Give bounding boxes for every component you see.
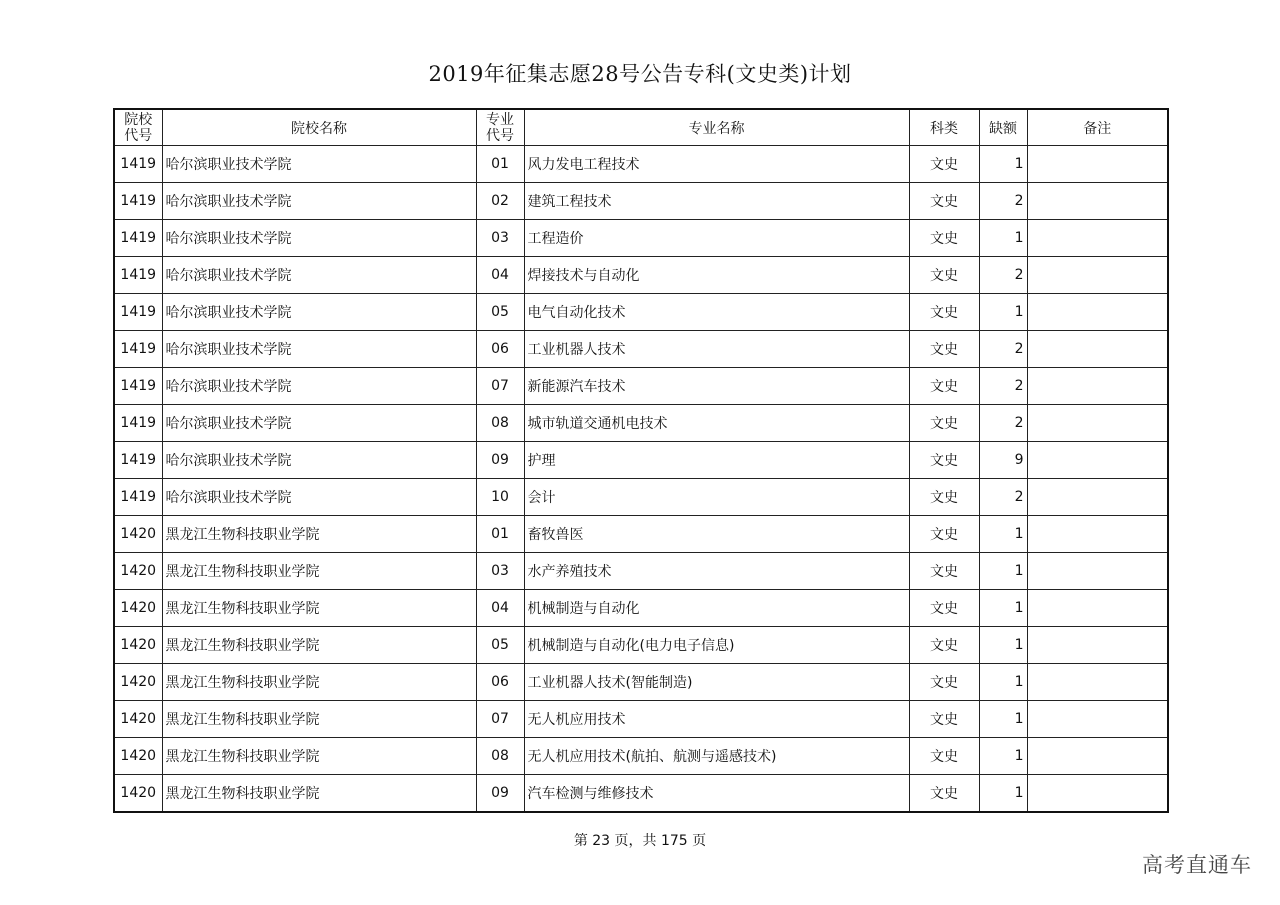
- cell-remarks: [1027, 257, 1168, 294]
- cell-school-code: 1420: [114, 553, 162, 590]
- cell-major-code: 10: [476, 479, 524, 516]
- cell-major-name: 水产养殖技术: [524, 553, 909, 590]
- cell-major-code: 09: [476, 442, 524, 479]
- cell-category: 文史: [909, 405, 979, 442]
- cell-vacancy: 1: [979, 664, 1027, 701]
- table-row: [114, 627, 1168, 664]
- cell-major-code: 04: [476, 257, 524, 294]
- header-major-code: 专业 代号: [476, 109, 524, 146]
- table-row: [114, 701, 1168, 738]
- table-row: [114, 738, 1168, 775]
- cell-category: 文史: [909, 331, 979, 368]
- cell-category: 文史: [909, 183, 979, 220]
- cell-remarks: [1027, 294, 1168, 331]
- cell-vacancy: 2: [979, 183, 1027, 220]
- cell-school-name: 哈尔滨职业技术学院: [162, 183, 476, 220]
- cell-category: 文史: [909, 257, 979, 294]
- cell-school-name: 哈尔滨职业技术学院: [162, 331, 476, 368]
- cell-major-code: 06: [476, 664, 524, 701]
- cell-major-code: 07: [476, 368, 524, 405]
- cell-school-code: 1419: [114, 405, 162, 442]
- cell-major-name: 畜牧兽医: [524, 516, 909, 553]
- cell-major-name: 焊接技术与自动化: [524, 257, 909, 294]
- table-row: [114, 553, 1168, 590]
- table-row: [114, 146, 1168, 183]
- cell-school-name: 黑龙江生物科技职业学院: [162, 627, 476, 664]
- cell-school-name: 黑龙江生物科技职业学院: [162, 738, 476, 775]
- cell-school-name: 哈尔滨职业技术学院: [162, 442, 476, 479]
- cell-school-name: 哈尔滨职业技术学院: [162, 479, 476, 516]
- cell-school-name: 黑龙江生物科技职业学院: [162, 775, 476, 813]
- cell-school-code: 1420: [114, 590, 162, 627]
- cell-major-name: 工业机器人技术: [524, 331, 909, 368]
- cell-category: 文史: [909, 738, 979, 775]
- cell-category: 文史: [909, 368, 979, 405]
- cell-school-code: 1419: [114, 257, 162, 294]
- header-category: 科类: [909, 109, 979, 146]
- table-row: [114, 442, 1168, 479]
- table-row: [114, 590, 1168, 627]
- cell-school-code: 1419: [114, 479, 162, 516]
- cell-major-name: 无人机应用技术: [524, 701, 909, 738]
- cell-school-code: 1420: [114, 701, 162, 738]
- cell-major-code: 01: [476, 516, 524, 553]
- cell-major-name: 新能源汽车技术: [524, 368, 909, 405]
- cell-remarks: [1027, 701, 1168, 738]
- cell-category: 文史: [909, 146, 979, 183]
- cell-remarks: [1027, 368, 1168, 405]
- cell-category: 文史: [909, 220, 979, 257]
- table-row: [114, 479, 1168, 516]
- header-remarks: 备注: [1027, 109, 1168, 146]
- cell-major-code: 05: [476, 294, 524, 331]
- cell-major-code: 09: [476, 775, 524, 813]
- table-row: [114, 775, 1168, 813]
- cell-major-name: 无人机应用技术(航拍、航测与遥感技术): [524, 738, 909, 775]
- cell-remarks: [1027, 553, 1168, 590]
- cell-remarks: [1027, 331, 1168, 368]
- cell-category: 文史: [909, 442, 979, 479]
- cell-vacancy: 1: [979, 294, 1027, 331]
- plan-table: [113, 108, 1169, 813]
- cell-remarks: [1027, 516, 1168, 553]
- cell-school-code: 1419: [114, 294, 162, 331]
- cell-school-code: 1420: [114, 664, 162, 701]
- cell-remarks: [1027, 405, 1168, 442]
- cell-major-name: 工业机器人技术(智能制造): [524, 664, 909, 701]
- cell-major-name: 建筑工程技术: [524, 183, 909, 220]
- cell-school-name: 哈尔滨职业技术学院: [162, 220, 476, 257]
- cell-remarks: [1027, 479, 1168, 516]
- cell-category: 文史: [909, 664, 979, 701]
- cell-category: 文史: [909, 479, 979, 516]
- cell-remarks: [1027, 183, 1168, 220]
- cell-remarks: [1027, 627, 1168, 664]
- cell-category: 文史: [909, 590, 979, 627]
- cell-school-code: 1420: [114, 775, 162, 813]
- cell-vacancy: 2: [979, 405, 1027, 442]
- cell-vacancy: 1: [979, 553, 1027, 590]
- plan-table-body: [114, 146, 1168, 813]
- cell-remarks: [1027, 220, 1168, 257]
- page-footer: 第 23 页，共 175 页: [573, 833, 707, 849]
- cell-category: 文史: [909, 294, 979, 331]
- cell-category: 文史: [909, 553, 979, 590]
- cell-category: 文史: [909, 516, 979, 553]
- table-row: [114, 220, 1168, 257]
- cell-vacancy: 2: [979, 331, 1027, 368]
- cell-vacancy: 1: [979, 146, 1027, 183]
- cell-remarks: [1027, 775, 1168, 813]
- cell-major-code: 03: [476, 220, 524, 257]
- cell-major-name: 机械制造与自动化(电力电子信息): [524, 627, 909, 664]
- cell-remarks: [1027, 442, 1168, 479]
- cell-vacancy: 1: [979, 701, 1027, 738]
- cell-school-name: 黑龙江生物科技职业学院: [162, 664, 476, 701]
- cell-school-code: 1419: [114, 368, 162, 405]
- cell-vacancy: 2: [979, 368, 1027, 405]
- cell-vacancy: 2: [979, 257, 1027, 294]
- cell-vacancy: 1: [979, 775, 1027, 813]
- cell-major-code: 01: [476, 146, 524, 183]
- page-title: 2019年征集志愿28号公告专科(文史类)计划: [428, 62, 852, 86]
- cell-category: 文史: [909, 701, 979, 738]
- header-row: [114, 109, 1168, 146]
- cell-school-code: 1420: [114, 627, 162, 664]
- cell-vacancy: 1: [979, 738, 1027, 775]
- cell-vacancy: 1: [979, 627, 1027, 664]
- cell-major-code: 02: [476, 183, 524, 220]
- cell-major-code: 04: [476, 590, 524, 627]
- cell-school-code: 1419: [114, 442, 162, 479]
- table-row: [114, 331, 1168, 368]
- header-vacancy: 缺额: [979, 109, 1027, 146]
- cell-major-name: 机械制造与自动化: [524, 590, 909, 627]
- cell-remarks: [1027, 146, 1168, 183]
- header-major-name: 专业名称: [524, 109, 909, 146]
- cell-major-name: 工程造价: [524, 220, 909, 257]
- cell-major-name: 会计: [524, 479, 909, 516]
- header-school-code: 院校 代号: [114, 109, 162, 146]
- cell-major-code: 03: [476, 553, 524, 590]
- cell-major-code: 07: [476, 701, 524, 738]
- cell-vacancy: 9: [979, 442, 1027, 479]
- cell-remarks: [1027, 664, 1168, 701]
- cell-school-code: 1420: [114, 516, 162, 553]
- cell-vacancy: 1: [979, 590, 1027, 627]
- cell-school-code: 1419: [114, 331, 162, 368]
- table-row: [114, 664, 1168, 701]
- table-row: [114, 516, 1168, 553]
- cell-school-code: 1419: [114, 183, 162, 220]
- header-school-name: 院校名称: [162, 109, 476, 146]
- cell-school-name: 黑龙江生物科技职业学院: [162, 553, 476, 590]
- cell-school-name: 黑龙江生物科技职业学院: [162, 590, 476, 627]
- cell-major-name: 风力发电工程技术: [524, 146, 909, 183]
- cell-school-name: 哈尔滨职业技术学院: [162, 368, 476, 405]
- cell-category: 文史: [909, 627, 979, 664]
- watermark: 高考直通车: [1142, 853, 1252, 877]
- table-row: [114, 183, 1168, 220]
- cell-major-name: 汽车检测与维修技术: [524, 775, 909, 813]
- table-row: [114, 294, 1168, 331]
- cell-major-code: 05: [476, 627, 524, 664]
- cell-vacancy: 1: [979, 516, 1027, 553]
- cell-major-code: 06: [476, 331, 524, 368]
- table-row: [114, 257, 1168, 294]
- table-row: [114, 368, 1168, 405]
- cell-school-name: 哈尔滨职业技术学院: [162, 294, 476, 331]
- cell-major-name: 城市轨道交通机电技术: [524, 405, 909, 442]
- cell-school-name: 哈尔滨职业技术学院: [162, 405, 476, 442]
- cell-school-code: 1419: [114, 146, 162, 183]
- cell-school-code: 1420: [114, 738, 162, 775]
- cell-major-name: 电气自动化技术: [524, 294, 909, 331]
- cell-vacancy: 1: [979, 220, 1027, 257]
- cell-vacancy: 2: [979, 479, 1027, 516]
- cell-school-name: 黑龙江生物科技职业学院: [162, 701, 476, 738]
- cell-school-name: 黑龙江生物科技职业学院: [162, 516, 476, 553]
- cell-major-code: 08: [476, 405, 524, 442]
- cell-major-code: 08: [476, 738, 524, 775]
- cell-remarks: [1027, 590, 1168, 627]
- cell-major-name: 护理: [524, 442, 909, 479]
- cell-school-code: 1419: [114, 220, 162, 257]
- cell-remarks: [1027, 738, 1168, 775]
- cell-school-name: 哈尔滨职业技术学院: [162, 146, 476, 183]
- cell-category: 文史: [909, 775, 979, 813]
- cell-school-name: 哈尔滨职业技术学院: [162, 257, 476, 294]
- table-row: [114, 405, 1168, 442]
